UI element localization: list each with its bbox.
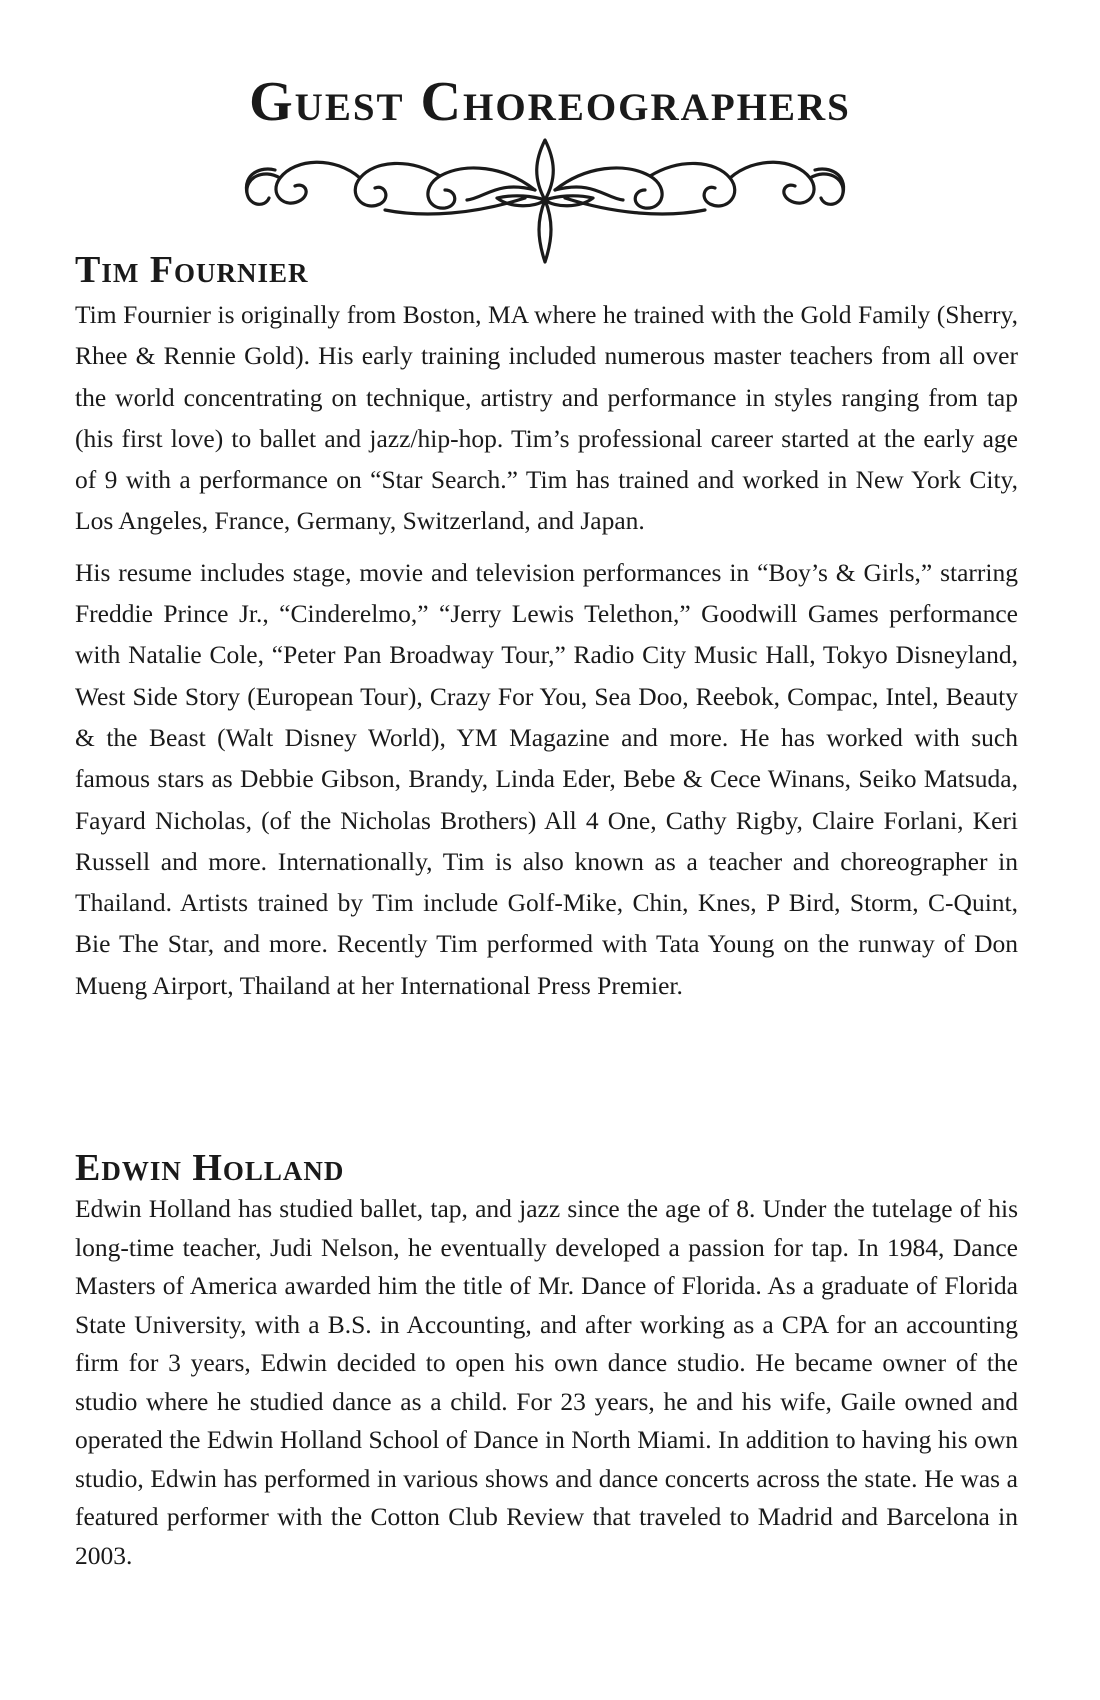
choreographer-name: Edwin Holland <box>75 1147 345 1189</box>
choreographer-name: Tim Fournier <box>75 249 309 291</box>
bio-paragraph: His resume includes stage, movie and television performances in “Boy’s & Girls,” starring Freddie Prince Jr., “Cinderelmo,” “Jerry Lewis Telethon,” Goodwill Games performance with Natalie Cole, “Peter Pan Broadway Tour,” Radio City Music Hall, Tokyo Disneyland, West Side Story (European Tour), Crazy For You, Sea Doo, Reebok, Compac, Intel, Beauty & the Beast (Walt Disney World), YM Magazine and more. He has worked with such famous stars as Debbie Gibson, Brandy, Linda Eder, Bebe & Cece Winans, Seiko Matsuda, Fayard Nicholas, (of the Nicholas Brothers) All 4 One, Cathy Rigby, Claire Forlani, Keri Russell and more. Internationally, Tim is also known as a teacher and choreographer in Thailand. Artists trained by Tim include Golf-Mike, Chin, Knes, P Bird, Storm, C-Quint, Bie The Star, and more. Recently Tim performed with Tata Young on the runway of Don Mueng Airport, Thailand at her International Press Premier. <box>75 557 1018 1000</box>
bio-paragraph: Tim Fournier is originally from Boston, MA where he trained with the Gold Family (Sherry, Rhee & Rennie Gold). His early training included numerous master teachers from all over the world concentrating on technique, artistry and performance in styles ranging from tap (his first love) to ballet and jazz/hip-hop. Tim’s professional career started at the early age of 9 with a performance on “Star Search.” Tim has trained and worked in New York City, Los Angeles, France, Germany, Switzerland, and Japan. <box>75 300 1018 536</box>
flourish-divider-icon <box>235 138 855 268</box>
choreographer-section-edwin-holland <box>75 1148 1018 1575</box>
page-title: Guest Choreographers <box>249 71 851 133</box>
bio-paragraph: Edwin Holland has studied ballet, tap, and jazz since the age of 8. Under the tutelage of his long-time teacher, Judi Nelson, he eventually developed a passion for tap. In 1984, Dance Masters of America awarded him the title of Mr. Dance of Florida. As a graduate of Florida State University, with a B.S. in Accounting, and after working as a CPA for an accounting firm for 3 years, Edwin decided to open his own dance studio. He became owner of the studio where he studied dance as a child. For 23 years, he and his wife, Gaile owned and operated the Edwin Holland School of Dance in North Miami. In addition to having his own studio, Edwin has performed in various shows and dance concerts across the state. He was a featured performer with the Cotton Club Review that traveled to Madrid and Barcelona in 2003. <box>75 1194 1018 1570</box>
choreographer-section-tim-fournier <box>75 250 1018 1006</box>
